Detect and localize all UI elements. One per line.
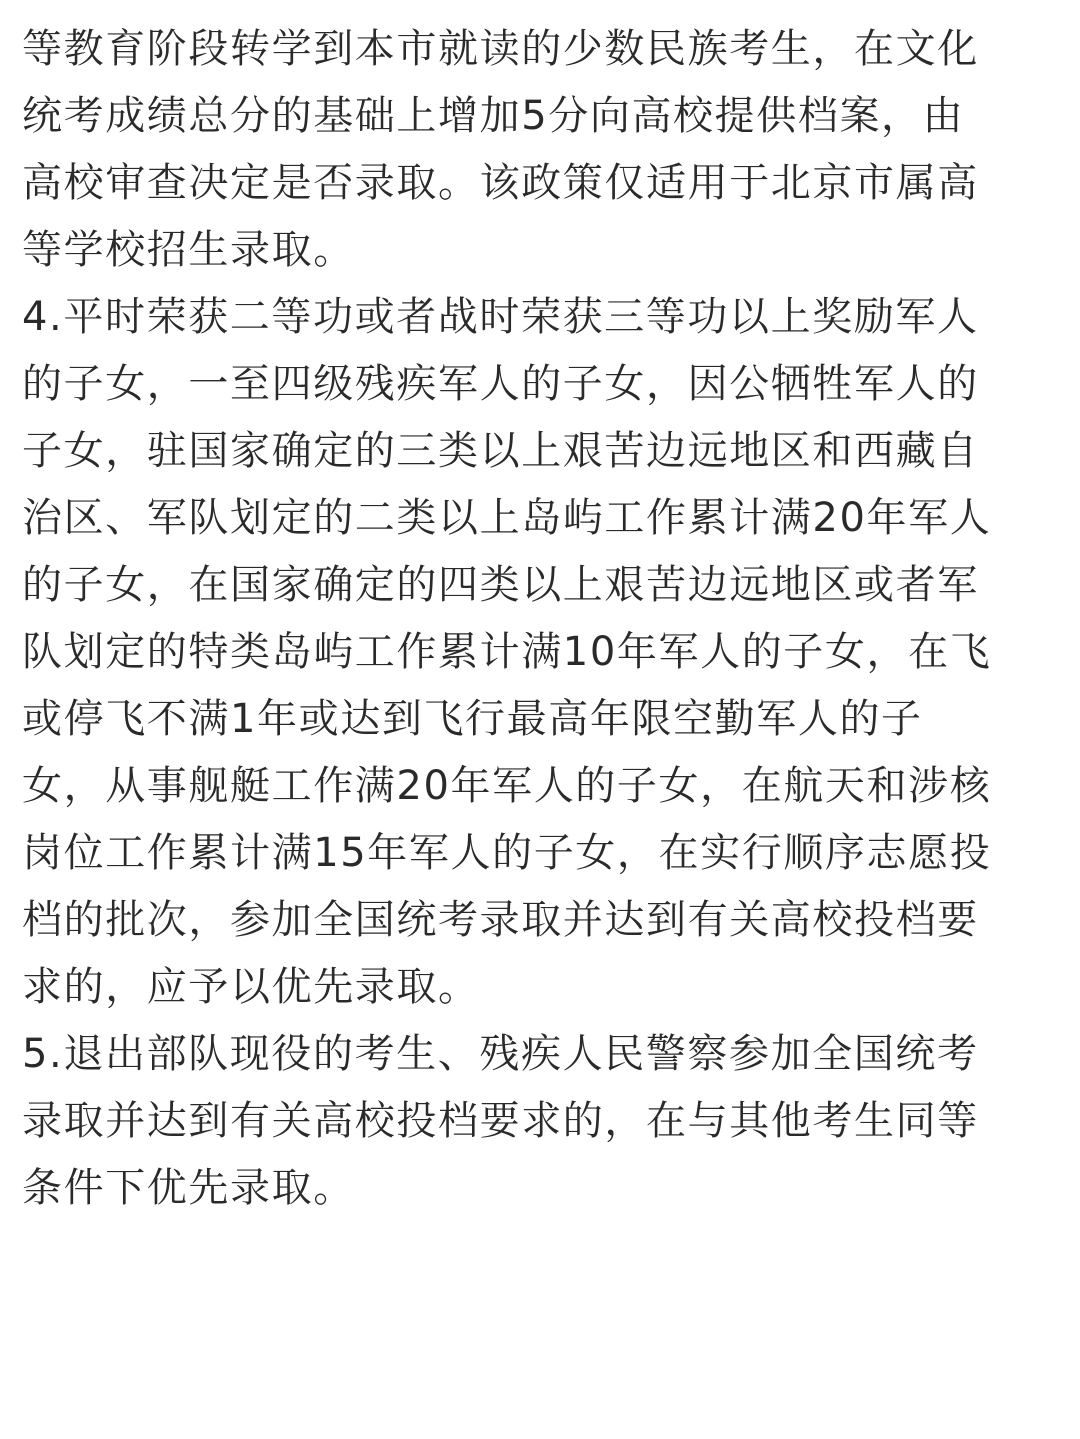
paragraph-continuation	[22, 16, 1062, 284]
text-line: 或停飞不满1年或达到飞行最高年限空勤军人的子	[22, 696, 923, 742]
text-line: 高校审查决定是否录取。该政策仅适用于北京市属高	[22, 160, 979, 206]
text-line: 统考成绩总分的基础上增加5分向高校提供档案，由	[22, 93, 965, 139]
paragraph-item-5	[22, 1021, 1062, 1222]
text-line: 等教育阶段转学到本市就读的少数民族考生，在文化	[22, 26, 979, 72]
text-line: 女，从事舰艇工作满20年军人的子女，在航天和涉核	[22, 763, 992, 809]
text-line: 的子女，一至四级残疾军人的子女，因公牺牲军人的	[22, 361, 979, 407]
text-line: 岗位工作累计满15年军人的子女，在实行顺序志愿投	[22, 830, 992, 876]
text-line: 治区、军队划定的二类以上岛屿工作累计满20年军人	[22, 495, 992, 541]
text-line: 档的批次，参加全国统考录取并达到有关高校投档要	[22, 897, 979, 943]
text-line: 等学校招生录取。	[22, 227, 355, 273]
text-line: 队划定的特类岛屿工作累计满10年军人的子女，在飞	[22, 629, 992, 675]
text-line: 4.平时荣获二等功或者战时荣获三等功以上奖励军人	[22, 294, 979, 340]
text-line: 条件下优先录取。	[22, 1165, 355, 1211]
document-page	[22, 0, 1062, 1222]
text-line: 的子女，在国家确定的四类以上艰苦边远地区或者军	[22, 562, 979, 608]
text-line: 5.退出部队现役的考生、残疾人民警察参加全国统考	[22, 1031, 979, 1077]
paragraph-item-4	[22, 284, 1062, 1021]
text-line: 子女，驻国家确定的三类以上艰苦边远地区和西藏自	[22, 428, 979, 474]
text-line: 录取并达到有关高校投档要求的，在与其他考生同等	[22, 1098, 979, 1144]
text-line: 求的，应予以优先录取。	[22, 964, 480, 1010]
